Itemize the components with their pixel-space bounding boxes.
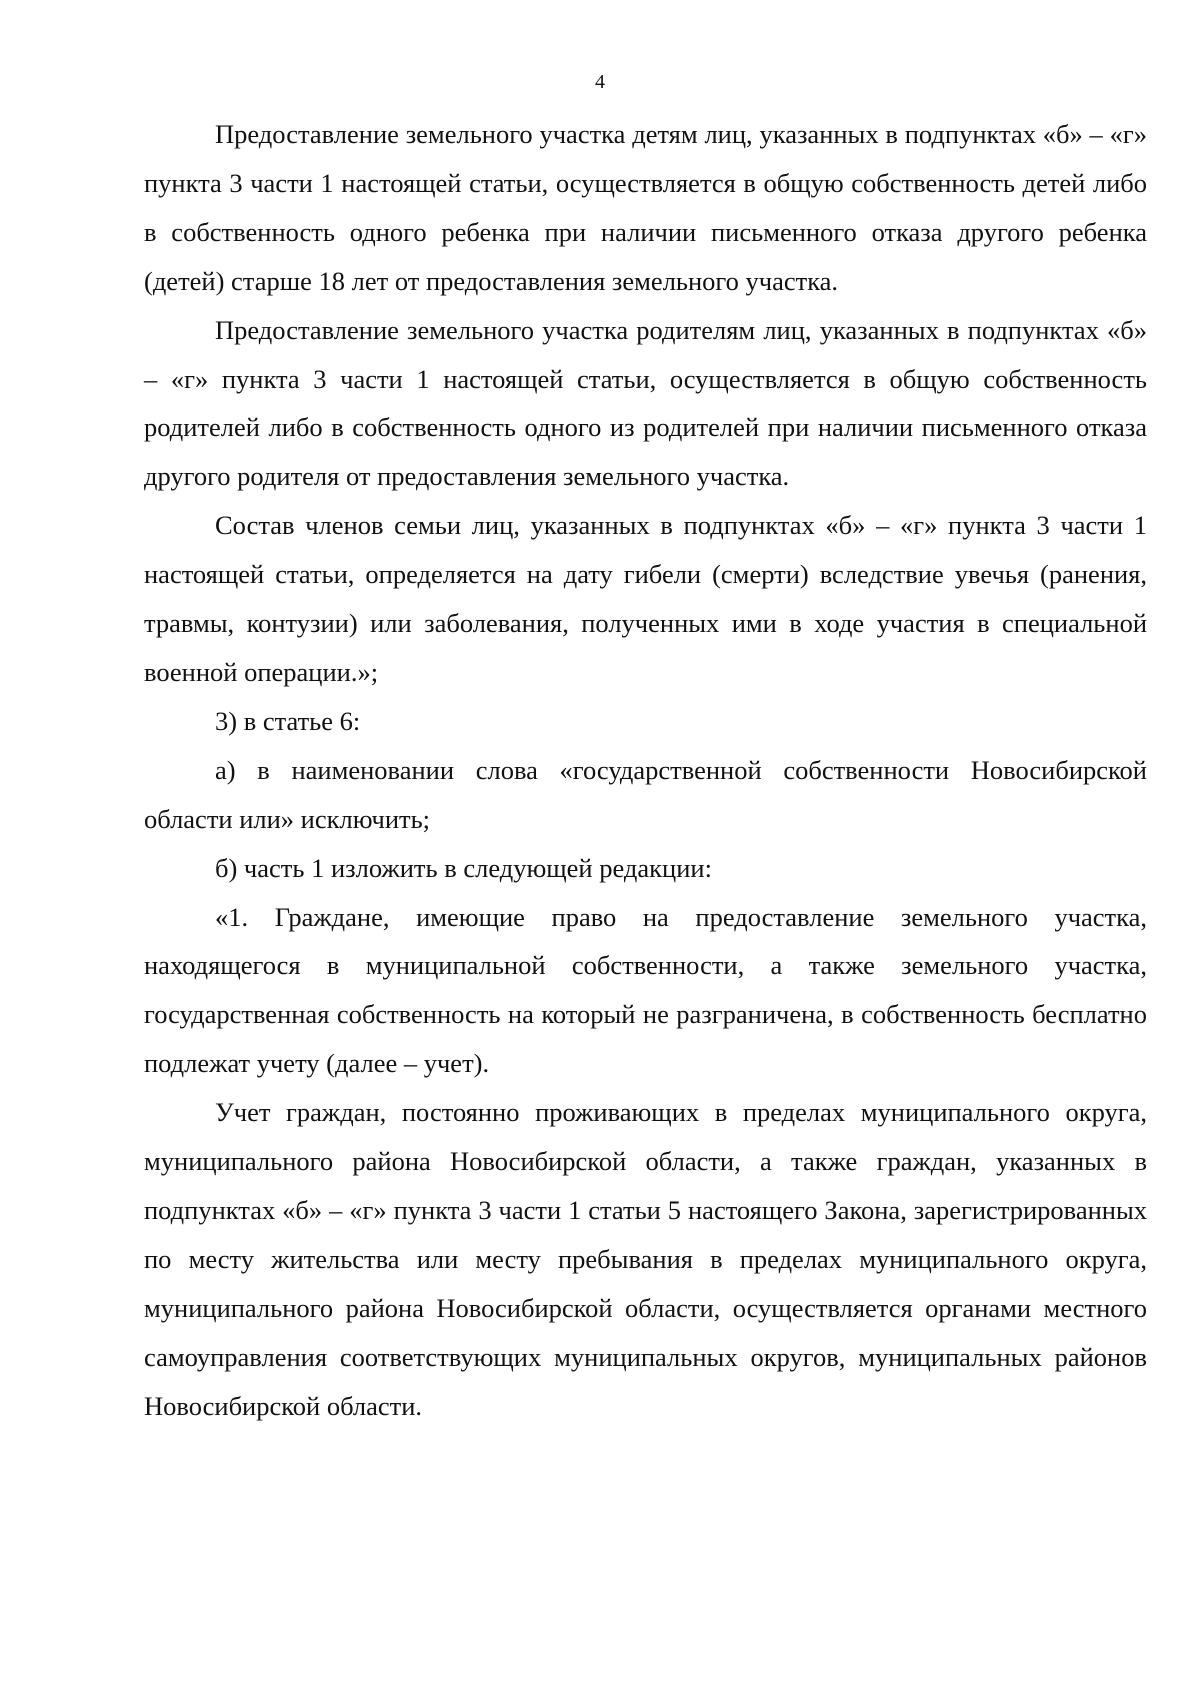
paragraph-family-composition: Состав членов семьи лиц, указанных в подпунктах «б» – «г» пункта 3 части 1 настоящей статьи, определяется на дату гибели (смерти) вследствие увечья (ранения, травмы, контузии) или заболевания, полученных ими в ходе участия в специальной военной операции.»; (144, 510, 1147, 687)
paragraph-item-a: а) в наименовании слова «государственной собственности Новосибирской области или» исключить; (144, 754, 1147, 834)
paragraph-article-6-heading: 3) в статье 6: (215, 705, 361, 736)
paragraph-part-1-text: «1. Граждане, имеющие право на предоставление земельного участка, находящегося в муниципальной собственности, а также земельного участка, государственная собственность на который не разграничена, в собственность бесплатно подлежат учету (далее – учет). (144, 901, 1147, 1079)
paragraph-children-allocation: Предоставление земельного участка детям лиц, указанных в подпунктах «б» – «г» пункта 3 части 1 настоящей статьи, осуществляется в общую собственность детей либо в собственность одного ребенка при наличии письменного отказа другого ребенка (детей) старше 18 лет от предоставления земельного участка. (144, 119, 1147, 296)
paragraph-item-b: б) часть 1 изложить в следующей редакции: (215, 852, 712, 883)
paragraph-parents-allocation: Предоставление земельного участка родителям лиц, указанных в подпунктах «б» – «г» пункта 3 части 1 настоящей статьи, осуществляется в общую собственность родителей либо в собственность одного из родителей при наличии письменного отказа другого родителя от предоставления земельного участка. (144, 314, 1147, 492)
page-number: 4 (595, 71, 605, 93)
document-body (144, 110, 1147, 1430)
paragraph-citizens-accounting: Учет граждан, постоянно проживающих в пределах муниципального округа, муниципального района Новосибирской области, а также граждан, указанных в подпунктах «б» – «г» пункта 3 части 1 статьи 5 настоящего Закона, зарегистрированных по месту жительства или месту пребывания в пределах муниципального округа, муниципального района Новосибирской области, осуществляется органами местного самоуправления соответствующих муниципальных округов, муниципальных районов Новосибирской области. (144, 1097, 1147, 1421)
